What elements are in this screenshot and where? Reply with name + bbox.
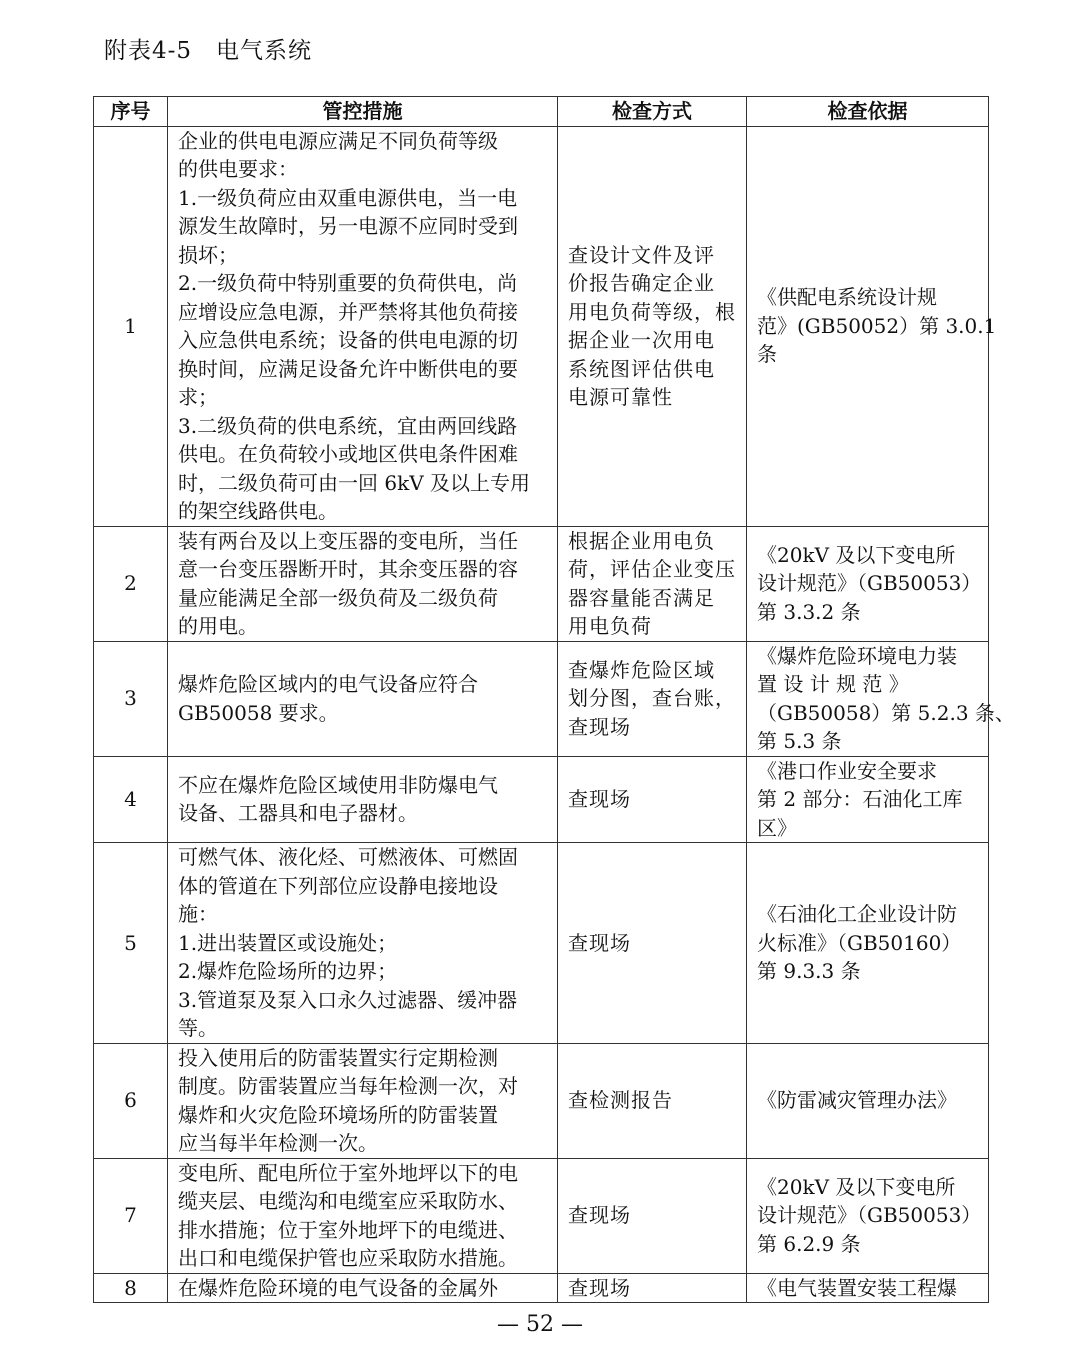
- cell-method: [558, 1158, 747, 1273]
- title-text: 电气系统: [216, 38, 313, 64]
- page-number: — 52 —: [497, 1312, 583, 1337]
- table-row: [94, 843, 989, 1044]
- measure-line: 的用电。: [178, 614, 258, 638]
- measure-line: 变电所、配电所位于室外地坪以下的电: [178, 1160, 518, 1185]
- measure-line: 缆夹层、电缆沟和电缆室应采取防水、: [178, 1189, 518, 1213]
- basis-line: 《供配电系统设计规: [757, 285, 937, 310]
- measure-line: 源发生故障时，另一电源不应同时受到: [178, 214, 518, 238]
- measure-line: 在爆炸危险环境的电气设备的金属外: [178, 1275, 498, 1300]
- table-row: [94, 1043, 989, 1158]
- table-row: [94, 126, 989, 526]
- measure-line: 设备、工器具和电子器材。: [178, 801, 418, 826]
- method-line: 查检测报告: [568, 1088, 673, 1113]
- cell-basis: [747, 843, 989, 1044]
- method-line: 查现场: [568, 1275, 631, 1300]
- method-line: 价报告确定企业: [568, 271, 715, 295]
- method-line: 根据企业用电负: [568, 528, 715, 553]
- table-row: [94, 641, 989, 756]
- method-line: 查现场: [568, 787, 631, 811]
- method-line: 系统图评估供电: [568, 356, 715, 381]
- measure-line: 2.爆炸危险场所的边界；: [178, 959, 398, 983]
- basis-line: 《爆炸危险环境电力装: [757, 643, 957, 668]
- basis-line: 条: [757, 342, 777, 367]
- basis-line: （GB50058）第 5.2.3 条、: [757, 700, 1015, 725]
- basis-line: 《防雷减灾管理办法》: [757, 1088, 957, 1113]
- basis-line: 置 设 计 规 范 》: [757, 672, 909, 696]
- table-row: [94, 1158, 989, 1273]
- measure-line: 等。: [178, 1016, 218, 1040]
- method-line: 查现场: [568, 714, 631, 739]
- cell-method: [558, 526, 747, 641]
- table-row: [94, 526, 989, 641]
- measure-line: 装有两台及以上变压器的变电所，当任: [178, 528, 518, 553]
- measure-line: 投入使用后的防雷装置实行定期检测: [178, 1045, 498, 1070]
- measure-line: 应增设应急电源，并严禁将其他负荷接: [178, 299, 518, 324]
- method-line: 用电负荷: [568, 614, 652, 638]
- col-header-no: 序号: [94, 97, 168, 127]
- measure-line: 企业的供电电源应满足不同负荷等级: [178, 128, 498, 153]
- table-row: [94, 1273, 989, 1303]
- col-header-method: 检查方式: [558, 97, 747, 127]
- basis-line: 《20kV 及以下变电所: [757, 542, 956, 567]
- method-line: 器容量能否满足: [568, 585, 715, 610]
- method-line: 查现场: [568, 1203, 631, 1228]
- cell-measure: [168, 1158, 558, 1273]
- cell-method: [558, 1273, 747, 1303]
- measure-line: 可燃气体、液化烃、可燃液体、可燃固: [178, 845, 518, 869]
- row-number: 7: [94, 1158, 168, 1273]
- measure-line: 不应在爆炸危险区域使用非防爆电气: [178, 772, 498, 797]
- cell-basis: [747, 756, 989, 843]
- basis-line: 第 3.3.2 条: [757, 599, 861, 624]
- table-body: [94, 126, 1015, 1303]
- measure-line: 制度。防雷装置应当每年检测一次，对: [178, 1074, 518, 1098]
- measure-line: 求；: [178, 385, 218, 409]
- measure-line: GB50058 要求。: [178, 700, 339, 725]
- measure-line: 供电。在负荷较小或地区供电条件困难: [178, 442, 518, 466]
- cell-measure: [168, 756, 558, 843]
- row-number: 1: [94, 126, 168, 526]
- basis-line: 第 9.3.3 条: [757, 959, 861, 983]
- measure-line: 爆炸危险区域内的电气设备应符合: [178, 672, 478, 696]
- basis-line: 第 6.2.9 条: [757, 1231, 861, 1256]
- basis-line: 《20kV 及以下变电所: [757, 1174, 956, 1199]
- row-number: 8: [94, 1273, 168, 1303]
- measure-line: 损坏；: [178, 242, 238, 267]
- method-line: 电源可靠性: [568, 385, 673, 409]
- row-number: 4: [94, 756, 168, 843]
- col-header-measure: 管控措施: [168, 97, 558, 127]
- method-line: 据企业一次用电: [568, 328, 715, 352]
- basis-line: 火标准》（GB50160）: [757, 930, 962, 955]
- method-line: 划分图，查台账，: [568, 686, 736, 711]
- basis-line: 区》: [757, 815, 797, 840]
- measure-line: 爆炸和火灾危险环境场所的防雷装置: [178, 1102, 498, 1127]
- row-number: 3: [94, 641, 168, 756]
- basis-line: 第 5.3 条: [757, 729, 842, 753]
- cell-measure: [168, 843, 558, 1044]
- basis-line: 设计规范》（GB50053）: [757, 1203, 982, 1228]
- cell-basis: [747, 1158, 989, 1273]
- control-table: [93, 96, 1015, 1303]
- cell-basis: [747, 641, 1015, 756]
- measure-line: 入应急供电系统；设备的供电电源的切: [178, 328, 518, 352]
- method-line: 用电负荷等级，根: [568, 299, 736, 324]
- measure-line: 2.一级负荷中特别重要的负荷供电，尚: [178, 271, 518, 295]
- method-line: 查设计文件及评: [568, 242, 715, 267]
- measure-line: 的架空线路供电。: [178, 499, 338, 523]
- page-title: [104, 32, 312, 65]
- method-line: 查爆炸危险区域: [568, 657, 715, 682]
- measure-line: 1.一级负荷应由双重电源供电，当一电: [178, 185, 518, 210]
- measure-line: 量应能满足全部一级负荷及二级负荷: [178, 585, 498, 610]
- col-header-basis: 检查依据: [747, 97, 989, 127]
- measure-line: 3.管道泵及泵入口永久过滤器、缓冲器: [178, 987, 518, 1012]
- row-number: 5: [94, 843, 168, 1044]
- basis-line: 范》(GB50052）第 3.0.1: [757, 313, 997, 338]
- cell-method: [558, 843, 747, 1044]
- measure-line: 出口和电缆保护管也应采取防水措施。: [178, 1246, 518, 1270]
- basis-line: 《电气装置安装工程爆: [757, 1275, 957, 1300]
- table-row: [94, 756, 989, 843]
- header-row: [94, 97, 989, 127]
- cell-measure: [168, 641, 558, 756]
- cell-measure: [168, 1273, 558, 1303]
- cell-method: [558, 126, 747, 526]
- measure-line: 换时间，应满足设备允许中断供电的要: [178, 356, 518, 381]
- cell-basis: [747, 126, 997, 526]
- measure-line: 体的管道在下列部位应设静电接地设: [178, 873, 498, 898]
- cell-measure: [168, 126, 558, 526]
- title-label: 附表4-5: [104, 38, 193, 64]
- cell-measure: [168, 1043, 558, 1158]
- cell-basis: [747, 526, 989, 641]
- row-number: 2: [94, 526, 168, 641]
- measure-line: 时，二级负荷可由一回 6kV 及以上专用: [178, 470, 531, 495]
- cell-basis: [747, 1273, 989, 1303]
- measure-line: 排水措施；位于室外地坪下的电缆进、: [178, 1217, 518, 1242]
- cell-method: [558, 756, 747, 843]
- cell-measure: [168, 526, 558, 641]
- cell-basis: [747, 1043, 989, 1158]
- cell-method: [558, 641, 747, 756]
- basis-line: 《石油化工企业设计防: [757, 902, 957, 926]
- cell-method: [558, 1043, 747, 1158]
- method-line: 查现场: [568, 930, 631, 955]
- measure-line: 3.二级负荷的供电系统，宜由两回线路: [178, 413, 518, 438]
- measure-line: 施：: [178, 902, 218, 926]
- row-number: 6: [94, 1043, 168, 1158]
- measure-line: 的供电要求：: [178, 157, 298, 181]
- basis-line: 第 2 部分：石油化工库: [757, 787, 963, 811]
- basis-line: 《港口作业安全要求: [757, 758, 937, 783]
- measure-line: 意一台变压器断开时，其余变压器的容: [178, 557, 518, 581]
- measure-line: 应当每半年检测一次。: [178, 1131, 378, 1155]
- basis-line: 设计规范》（GB50053）: [757, 571, 982, 596]
- method-line: 荷，评估企业变压: [568, 557, 736, 581]
- measure-line: 1.进出装置区或设施处；: [178, 930, 398, 955]
